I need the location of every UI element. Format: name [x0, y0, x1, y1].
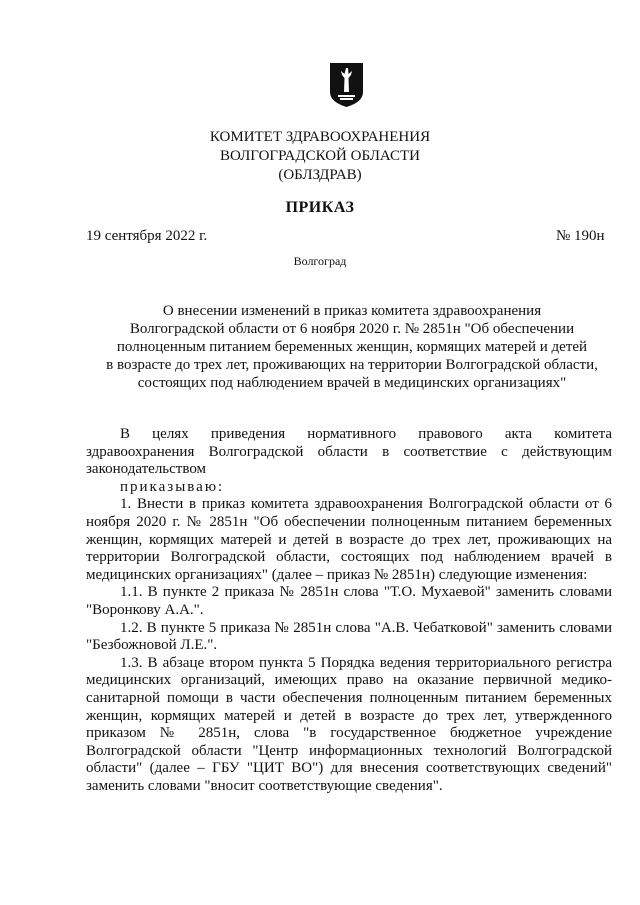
document-city: Волгоград	[293, 254, 347, 268]
organization-line: ВОЛГОГРАДСКОЙ ОБЛАСТИ	[220, 148, 420, 164]
document-date: 19 сентября 2022 г.	[86, 228, 208, 244]
order-word: приказываю:	[120, 478, 225, 495]
subject-line: состоящих под наблюдением врачей в медицинских организациях"	[137, 375, 567, 391]
document-body	[86, 426, 612, 795]
item-1: 1. Внести в приказ комитета здравоохранения Волгоградской области от 6 ноября 2020 г. № 2851н "Об обеспечении полноценным питанием беременных женщин, кормящих матерей и детей в возрасте до трех лет, проживающих на территории Волгоградской области, состоящих под наблюдением врачей в медицинских организациях" (далее – приказ № 2851н) следующие изменения:	[86, 496, 612, 583]
subject-line: в возрасте до трех лет, проживающих на территории Волгоградской области,	[106, 357, 598, 373]
organization-line: (ОБЛЗДРАВ)	[278, 167, 362, 183]
organization-name	[0, 128, 640, 185]
item-1-2: 1.2. В пункте 5 приказа № 2851н слова "А.В. Чебатковой" заменить словами "Безбожновой Л.Е.".	[86, 619, 612, 654]
organization-line: КОМИТЕТ ЗДРАВООХРАНЕНИЯ	[209, 129, 431, 145]
subject-line: О внесении изменений в приказ комитета здравоохранения	[162, 303, 542, 319]
item-1-1: 1.1. В пункте 2 приказа № 2851н слова "Т.О. Мухаевой" заменить словами "Воронкову А.А.".	[86, 584, 612, 618]
document-number: № 190н	[556, 228, 605, 244]
document-subject	[80, 302, 624, 392]
subject-line: полноценным питанием беременных женщин, кормящих матерей и детей	[116, 339, 588, 355]
document-title: ПРИКАЗ	[285, 199, 355, 216]
subject-line: Волгоградской области от 6 ноября 2020 г. № 2851н "Об обеспечении	[129, 321, 575, 337]
intro-paragraph: В целях приведения нормативного правового акта комитета здравоохранения Волгоградской области в соответствие с действующим законодательством	[86, 426, 612, 478]
item-1-3: 1.3. В абзаце втором пункта 5 Порядка ведения территориального регистра медицинских организаций, имеющих право на оказание первичной медико-санитарной помощи в части обеспечения полноценным питанием беременных женщин, кормящих матерей и детей в возрасте до трех лет, утвержденного приказом № 2851н, слова "в государственное бюджетное учреждение Волгоградской области "Центр информационных технологий Волгоградской области" (далее – ГБУ "ЦИТ ВО") для внесения соответствующих сведений" заменить словами "вносит соответствующие сведения".	[86, 654, 612, 794]
coat-of-arms-icon	[329, 62, 364, 108]
